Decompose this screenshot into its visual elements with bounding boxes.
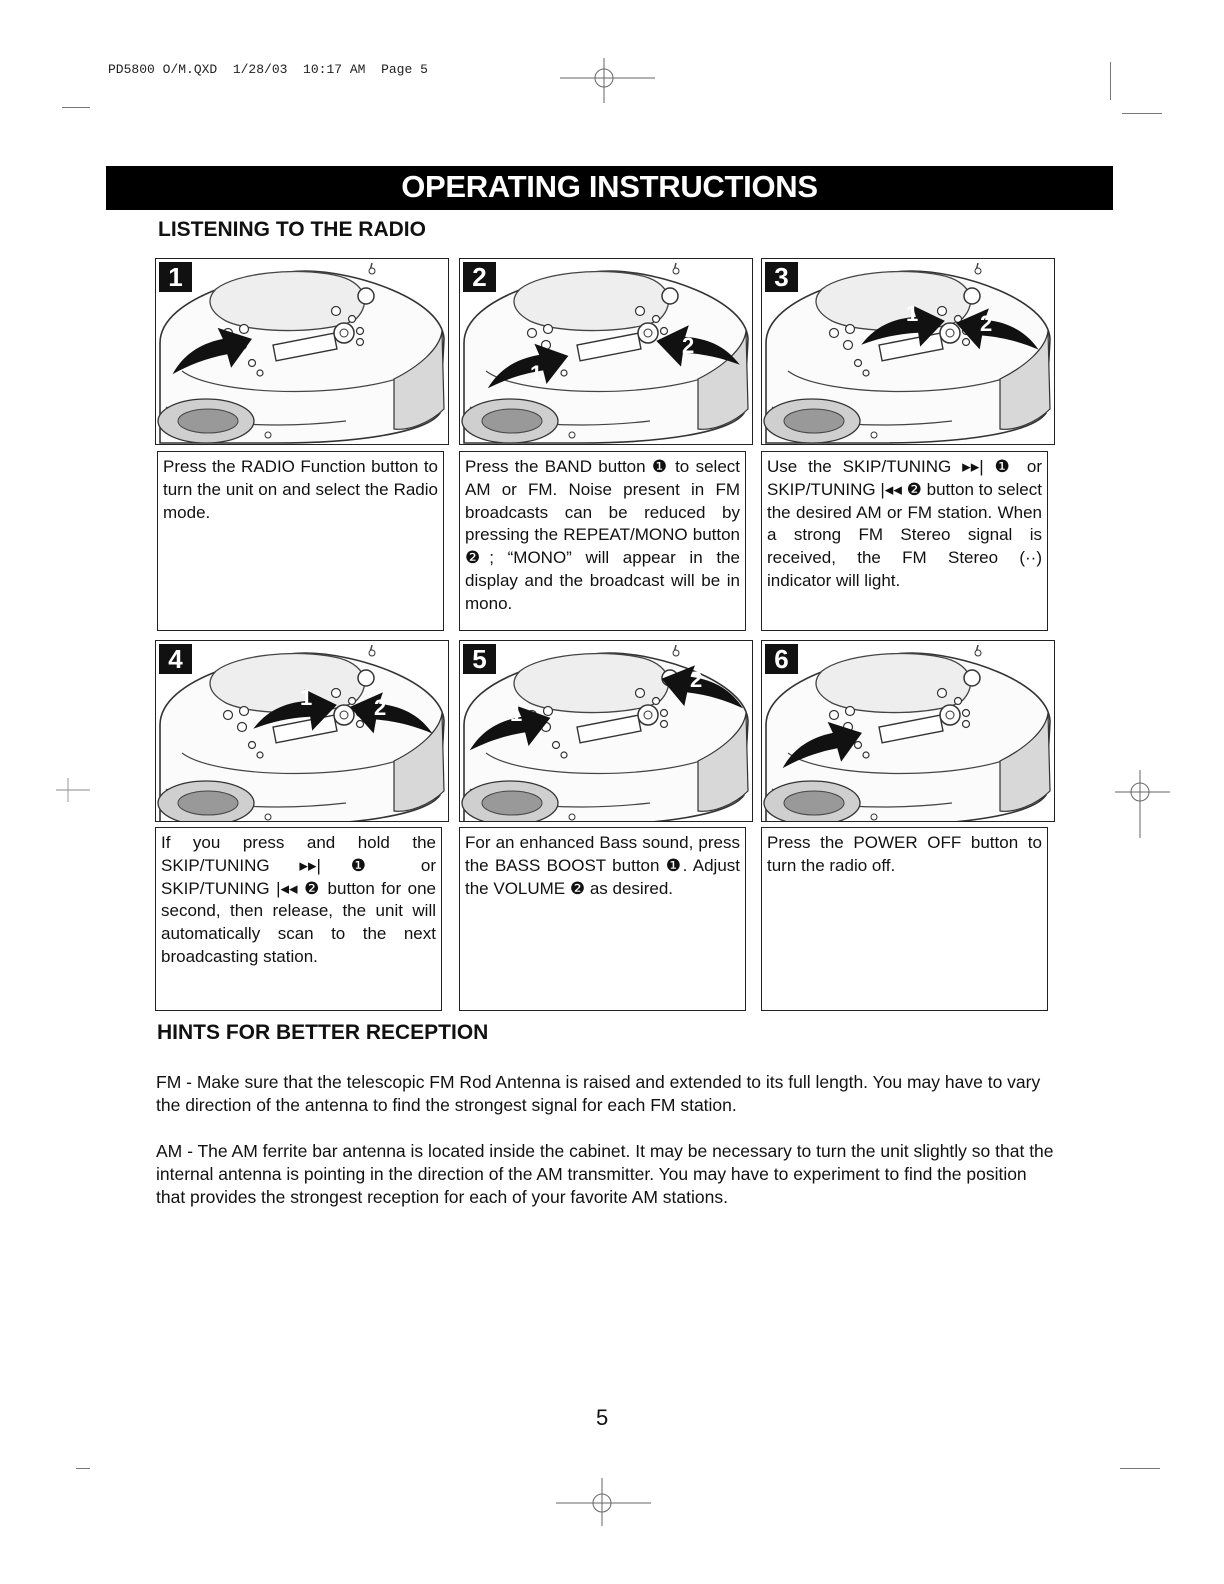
step-number: 2: [463, 262, 496, 292]
page-title: OPERATING INSTRUCTIONS: [106, 166, 1113, 210]
arrow-label-1: 1: [906, 301, 919, 326]
section-title: LISTENING TO THE RADIO: [158, 218, 426, 241]
boombox-image: [460, 641, 752, 822]
step-6-text: Press the POWER OFF button to turn the radio off.: [761, 827, 1048, 1011]
arrow-label-2: 2: [682, 333, 695, 358]
step-2-illustration: [459, 258, 753, 445]
arrow-label-1: 1: [300, 685, 313, 710]
step-3-text: Use the SKIP/TUNING ▸▸| ❶ or SKIP/TUNING |◂◂ ❷ button to select the desired AM or FM station. When a strong FM Stereo signal is received, the FM Stereo (··) indicator will light.: [761, 451, 1048, 631]
hint-fm: FM - Make sure that the telescopic FM Rod Antenna is raised and extended to its full length. You may have to vary the direction of the antenna to find the strongest signal for each FM station.: [156, 1072, 1041, 1115]
boombox-image: [762, 641, 1054, 822]
arrow-label-2: 2: [690, 667, 703, 692]
step-number: 6: [765, 644, 798, 674]
step-6-illustration: [761, 640, 1055, 822]
step-5-text: For an enhanced Bass sound, press the BASS BOOST button ❶. Adjust the VOLUME ❷ as desired.: [459, 827, 746, 1011]
crop-mark: [1120, 1468, 1160, 1469]
step-number: 5: [463, 644, 496, 674]
registration-mark-top-icon: [560, 58, 655, 108]
slug-date: 1/28/03: [232, 62, 288, 77]
boombox-image: [762, 259, 1054, 445]
slug-page: Page 5: [381, 62, 428, 77]
registration-mark-left-icon: [50, 770, 95, 810]
step-1-text: Press the RADIO Function button to turn the unit on and select the Radio mode.: [157, 451, 444, 631]
step-5-illustration: [459, 640, 753, 822]
crop-mark: [62, 107, 90, 108]
boombox-image: [156, 641, 448, 822]
arrow-label-1: 1: [510, 701, 523, 726]
crop-mark: [1110, 62, 1111, 100]
crop-mark: [76, 1468, 90, 1469]
registration-mark-right-icon: [1115, 770, 1170, 840]
page-number: 5: [596, 1405, 609, 1430]
step-number: 4: [159, 644, 192, 674]
step-3-illustration: [761, 258, 1055, 445]
boombox-image: [460, 259, 752, 445]
hint-am: AM - The AM ferrite bar antenna is located inside the cabinet. It may be necessary to turn the unit slightly so that the internal antenna is pointing in the direction of the AM transmitter. You may have to experiment to find the position that provides the strongest reception for each of your favorite AM stations.: [156, 1141, 1054, 1207]
step-1-illustration: [155, 258, 449, 445]
hints-title: HINTS FOR BETTER RECEPTION: [157, 1021, 489, 1044]
slug-file: PD5800 O/M.QXD: [108, 62, 218, 77]
step-2-text: Press the BAND button ❶ to select AM or FM. Noise present in FM broadcasts can be reduced by pressing the REPEAT/MONO button ❷; “MONO” will appear in the display and the broadcast will be in mono.: [459, 451, 746, 631]
print-slug: [108, 62, 428, 77]
step-4-illustration: [155, 640, 449, 822]
step-number: 1: [159, 262, 192, 292]
crop-mark: [1122, 113, 1162, 114]
arrow-label-1: 1: [530, 361, 543, 386]
arrow-label-2: 2: [374, 695, 387, 720]
step-4-text: If you press and hold the SKIP/TUNING ▸▸| ❶ or SKIP/TUNING |◂◂ ❷ button for one second, then release, the unit will automatically scan to the next broadcasting station.: [155, 827, 442, 1011]
registration-mark-bottom-icon: [556, 1478, 651, 1528]
step-number: 3: [765, 262, 798, 292]
boombox-image: [156, 259, 448, 445]
arrow-label-2: 2: [980, 311, 993, 336]
slug-time: 10:17 AM: [303, 62, 366, 77]
